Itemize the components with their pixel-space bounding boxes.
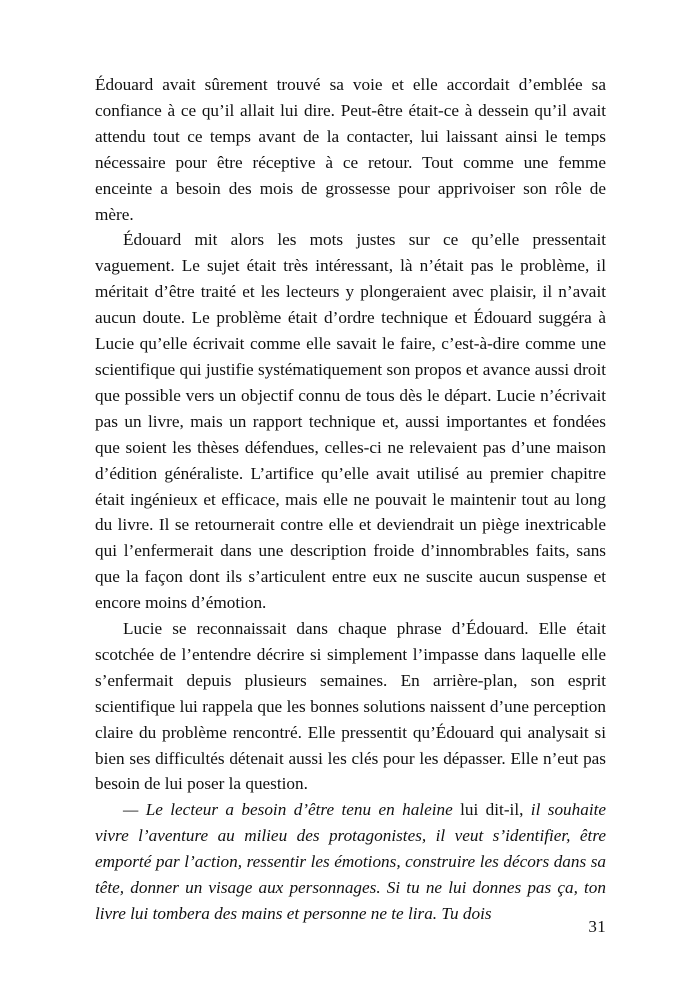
dialogue-segment-roman-attribution: lui dit-il,	[460, 800, 531, 820]
body-text-column	[95, 72, 606, 927]
paragraph-3: Lucie se reconnaissait dans chaque phrase d’Édouard. Elle était scotchée de l’entendre décrire si simplement l’impasse dans laquelle elle s’enfermait depuis plusieurs semaines. En arrière-plan, son esprit scientifique lui rappela que les bonnes solutions naissent d’une perception claire du problème rencontré. Elle pressentit qu’Édouard qui analysait si bien ses difficultés détenait aussi les clés pour les dépasser. Elle n’eut pas besoin de lui poser la question.	[95, 619, 606, 794]
paragraph-4-dialogue	[95, 797, 606, 927]
paragraph-2: Édouard mit alors les mots justes sur ce qu’elle pressentait vaguement. Le sujet était très intéressant, là n’était pas le problème, il méritait d’être traité et les lecteurs y plongeraient avec plaisir, il n’avait aucun doute. Le problème était d’ordre technique et Édouard suggéra à Lucie qu’elle écrivait comme elle savait le faire, c’est-à-dire comme une scientifique qui justifie systématiquement son propos et avance aussi droit que possible vers un objectif connu de tous dès le départ. Lucie n’écrivait pas un livre, mais un rapport technique et, aussi importantes et fondées que soient les thèses défendues, celles-ci ne relevaient pas d’une maison d’édition généraliste. L’artifice qu’elle avait utilisé au premier chapitre était ingénieux et efficace, mais elle ne pouvait le maintenir tout au long du livre. Il se retournerait contre elle et deviendrait un piège inextricable qui l’enfermerait dans une description froide d’innombrables faits, sans que la façon dont ils s’articulent entre eux ne suscite aucun suspense et encore moins d’émotion.	[95, 230, 606, 613]
dialogue-segment-italic-1: — Le lecteur a besoin d’être tenu en haleine	[123, 800, 461, 820]
paragraph-1: Édouard avait sûrement trouvé sa voie et elle accordait d’emblée sa confiance à ce qu’il allait lui dire. Peut-être était-ce à dessein qu’il avait attendu tout ce temps avant de la contacter, lui laissant ainsi le temps nécessaire pour être réceptive à ce retour. Tout comme une femme enceinte a besoin des mois de grossesse pour apprivoiser son rôle de mère.	[95, 75, 606, 224]
page-number: 31	[588, 917, 606, 936]
dialogue-segment-italic-2: il souhaite vivre l’aventure au milieu des protagonistes, il veut s’identifier, être emporté par l’action, ressentir les émotions, construire les décors dans sa tête, donner un visage aux personnages. Si tu ne lui donnes pas ça, ton livre lui tombera des mains et personne ne te lira. Tu dois	[95, 800, 606, 923]
